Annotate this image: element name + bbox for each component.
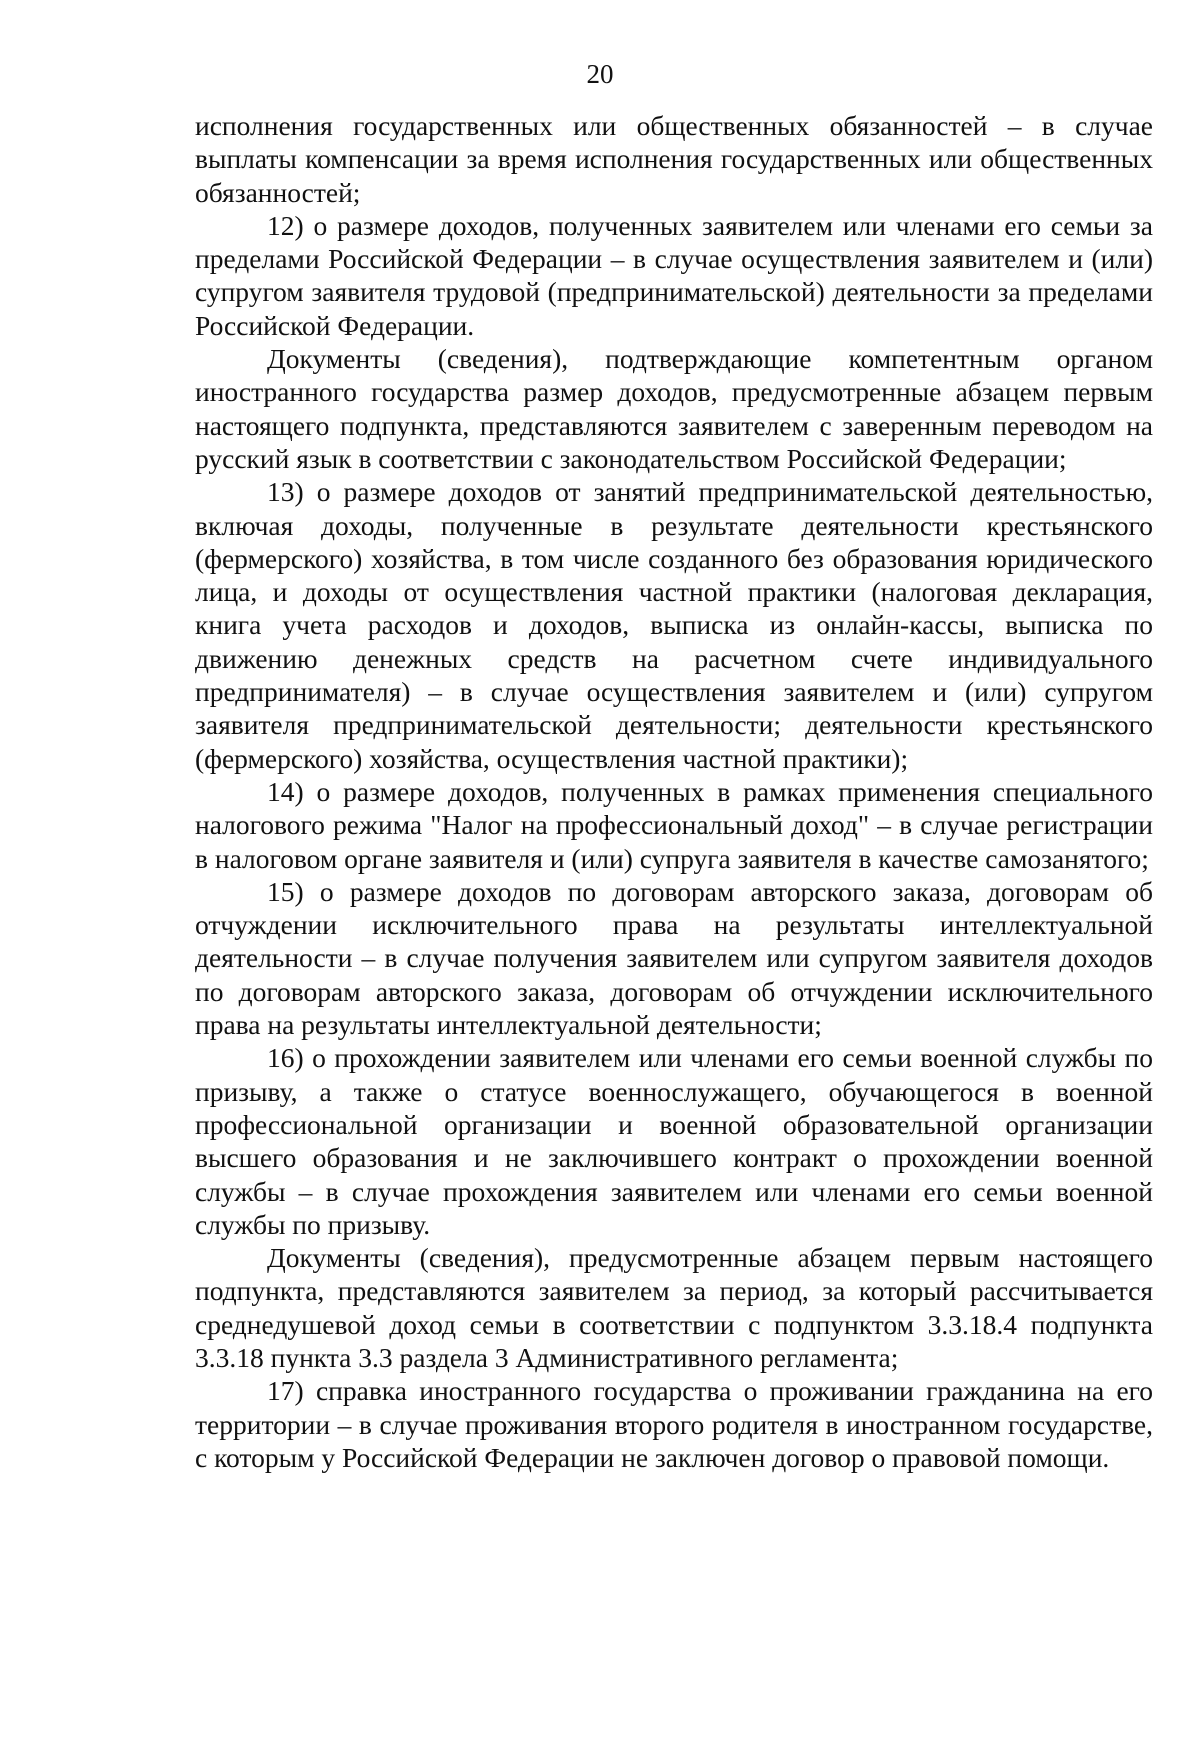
paragraph-item-15: 15) о размере доходов по договорам авторского заказа, договорам об отчуждении исключительного права на результаты интеллектуальной деятельности – в случае получения заявителем или супругом заявителя доходов по договорам авторского заказа, договорам об отчуждении исключительного права на результаты интеллектуальной деятельности;	[195, 875, 1153, 1041]
paragraph-item-13: 13) о размере доходов от занятий предпринимательской деятельностью, включая доходы, полученные в результате деятельности крестьянского (фермерского) хозяйства, в том числе созданного без образования юридического лица, и доходы от осуществления частной практики (налоговая декларация, книга учета расходов и доходов, выписка из онлайн-кассы, выписка по движению денежных средств на расчетном счете индивидуального предпринимателя) – в случае осуществления заявителем и (или) супругом заявителя предпринимательской деятельности; деятельности крестьянского (фермерского) хозяйства, осуществления частной практики);	[195, 476, 1153, 774]
paragraph-item-16-documents: Документы (сведения), предусмотренные абзацем первым настоящего подпункта, представляются заявителем за период, за который рассчитывается среднедушевой доход семьи в соответствии с подпунктом 3.3.18.4 подпункта 3.3.18 пункта 3.3 раздела 3 Административного регламента;	[195, 1242, 1153, 1373]
paragraph-item-12: 12) о размере доходов, полученных заявителем или членами его семьи за пределами Российской Федерации – в случае осуществления заявителем и (или) супругом заявителя трудовой (предпринимательской) деятельности за пределами Российской Федерации.	[195, 209, 1153, 341]
document-body	[195, 109, 1153, 1474]
paragraph-item-17: 17) справка иностранного государства о проживании гражданина на его территории – в случае проживания второго родителя в иностранном государстве, с которым у Российской Федерации не заключен договор о правовой помощи.	[195, 1375, 1153, 1473]
paragraph-item-12-documents: Документы (сведения), подтверждающие компетентным органом иностранного государства размер доходов, предусмотренные абзацем первым настоящего подпункта, представляются заявителем с заверенным переводом на русский язык в соответствии с законодательством Российской Федерации;	[195, 343, 1153, 474]
paragraph-item-16: 16) о прохождении заявителем или членами его семьи военной службы по призыву, а также о статусе военнослужащего, обучающегося в военной профессиональной организации и военной образовательной организации высшего образования и не заключившего контракт о прохождении военной службы – в случае прохождения заявителем или членами его семьи военной службы по призыву.	[195, 1042, 1153, 1240]
page-number: 20	[586, 59, 614, 89]
paragraph-item-14: 14) о размере доходов, полученных в рамках применения специального налогового режима "Налог на профессиональный доход" – в случае регистрации в налоговом органе заявителя и (или) супруга заявителя в качестве самозанятого;	[195, 775, 1153, 874]
paragraph-continuation: исполнения государственных или общественных обязанностей – в случае выплаты компенсации за время исполнения государственных или общественных обязанностей;	[195, 110, 1153, 208]
